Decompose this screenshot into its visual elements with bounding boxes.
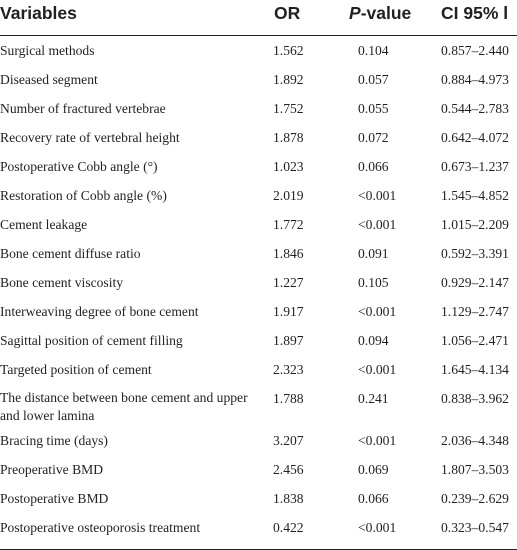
cell-variable: Restoration of Cobb angle (%) [0, 188, 167, 203]
cell-variable: Interweaving degree of bone cement [0, 304, 199, 319]
cell-ci: 1.056–2.471 [441, 333, 509, 348]
header-variables: Variables [0, 3, 77, 23]
cell-variable: Bracing time (days) [0, 433, 108, 448]
cell-variable: Targeted position of cement [0, 362, 152, 377]
cell-ci: 0.323–0.547 [441, 520, 509, 535]
cell-ci: 0.673–1.237 [441, 159, 509, 174]
cell-ci: 1.807–3.503 [441, 462, 509, 477]
table-row [0, 426, 517, 455]
cell-or: 1.023 [273, 159, 304, 174]
cell-p-value: <0.001 [358, 188, 397, 203]
cell-or: 2.019 [273, 188, 304, 203]
cell-ci: 0.884–4.973 [441, 72, 509, 87]
cell-p-value: 0.066 [358, 159, 389, 174]
cell-variable: Diseased segment [0, 72, 98, 87]
cell-variable: The distance between bone cement and upper and lower lamina [0, 390, 248, 423]
table-row [0, 65, 517, 94]
cell-p-value: <0.001 [358, 217, 397, 232]
table-row [0, 268, 517, 297]
cell-variable: Surgical methods [0, 43, 95, 58]
cell-p-value: 0.094 [358, 333, 389, 348]
cell-p-value: <0.001 [358, 433, 397, 448]
cell-p-value: 0.105 [358, 275, 389, 290]
cell-or: 1.917 [273, 304, 304, 319]
cell-variable: Cement leakage [0, 217, 88, 232]
cell-p-value: <0.001 [358, 520, 397, 535]
cell-p-value: <0.001 [358, 304, 397, 319]
cell-ci: 0.929–2.147 [441, 275, 509, 290]
cell-ci: 0.838–3.962 [441, 391, 509, 406]
cell-or: 1.752 [273, 101, 304, 116]
cell-ci: 0.592–3.391 [441, 246, 509, 261]
header-p-value [349, 3, 411, 24]
table-row [0, 484, 517, 513]
cell-or: 3.207 [273, 433, 304, 448]
cell-ci: 1.645–4.134 [441, 362, 509, 377]
cell-ci: 0.642–4.072 [441, 130, 509, 145]
cell-ci: 1.545–4.852 [441, 188, 509, 203]
header-ci: CI 95% l [441, 3, 509, 23]
cell-variable: Postoperative BMD [0, 491, 109, 506]
cell-variable: Postoperative osteoporosis treatment [0, 520, 201, 535]
table-row [0, 455, 517, 484]
cell-p-value: <0.001 [358, 362, 397, 377]
cell-variable: Postoperative Cobb angle (°) [0, 159, 158, 174]
cell-p-value: 0.069 [358, 462, 389, 477]
cell-variable: Sagittal position of cement filling [0, 333, 183, 348]
cell-or: 1.897 [273, 333, 304, 348]
cell-variable: Bone cement diffuse ratio [0, 246, 141, 261]
cell-p-value: 0.055 [358, 101, 389, 116]
table-row [0, 94, 517, 123]
cell-p-value: 0.057 [358, 72, 389, 87]
cell-p-value: 0.072 [358, 130, 389, 145]
cell-ci: 2.036–4.348 [441, 433, 509, 448]
cell-p-value: 0.104 [358, 43, 389, 58]
cell-ci: 1.015–2.209 [441, 217, 509, 232]
table-row [0, 355, 517, 384]
cell-variable: Preoperative BMD [0, 462, 104, 477]
cell-or: 1.227 [273, 275, 304, 290]
cell-or: 0.422 [273, 520, 304, 535]
table-row [0, 239, 517, 268]
header-or: OR [274, 3, 301, 23]
cell-or: 1.878 [273, 130, 304, 145]
cell-variable: Bone cement viscosity [0, 275, 124, 290]
header-p-rest: -value [360, 3, 412, 23]
table-row [0, 513, 517, 542]
cell-p-value: 0.091 [358, 246, 389, 261]
cell-ci: 0.544–2.783 [441, 101, 509, 116]
table-row [0, 123, 517, 152]
cell-or: 2.323 [273, 362, 304, 377]
cell-ci: 1.129–2.747 [441, 304, 509, 319]
cell-ci: 0.239–2.629 [441, 491, 509, 506]
table-row [0, 297, 517, 326]
table-row [0, 326, 517, 355]
cell-or: 1.892 [273, 72, 304, 87]
cell-variable: Recovery rate of vertebral height [0, 130, 180, 145]
cell-or: 1.788 [273, 391, 304, 406]
table-row [0, 152, 517, 181]
table-row [0, 384, 517, 426]
cell-ci: 0.857–2.440 [441, 43, 509, 58]
table-header [0, 0, 517, 35]
cell-or: 1.562 [273, 43, 304, 58]
table-row [0, 181, 517, 210]
cell-p-value: 0.241 [358, 391, 389, 406]
cell-or: 1.838 [273, 491, 304, 506]
table-body [0, 36, 517, 542]
table-row [0, 210, 517, 239]
cell-variable: Number of fractured vertebrae [0, 101, 166, 116]
header-p-italic: P [349, 3, 361, 23]
cell-or: 2.456 [273, 462, 304, 477]
cell-or: 1.772 [273, 217, 304, 232]
cell-or: 1.846 [273, 246, 304, 261]
table-row [0, 36, 517, 65]
cell-p-value: 0.066 [358, 491, 389, 506]
